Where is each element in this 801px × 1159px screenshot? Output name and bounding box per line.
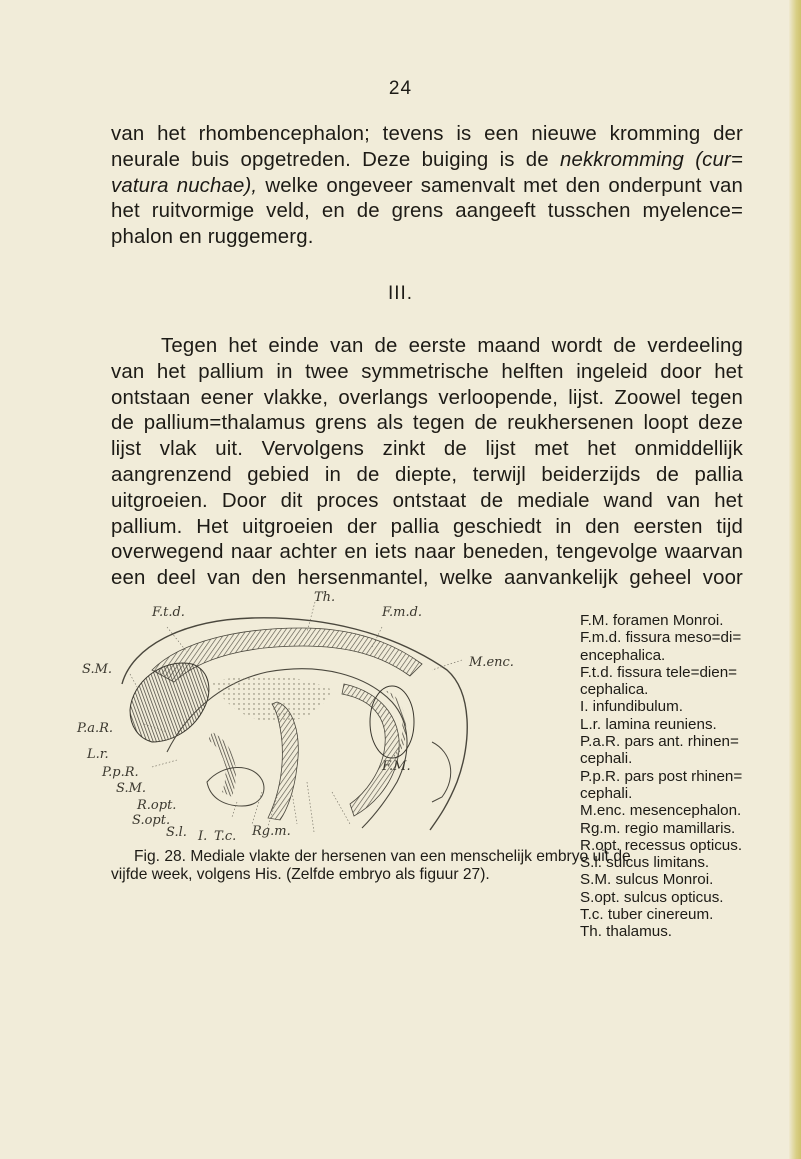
label-sopt: S.opt. (132, 813, 171, 828)
legend-line: I. infundibulum. (580, 698, 683, 716)
legend-line: P.p.R. pars post rhinen= (580, 767, 743, 785)
text-line: ontstaan eener vlakke, overlangs verloopende, lijst. Zoowel tegen (111, 386, 743, 409)
label-lr: L.r. (87, 747, 109, 762)
lower-hatch (208, 732, 236, 797)
text-line (111, 174, 743, 200)
label-fm: F.M. (382, 759, 411, 774)
text-line (111, 148, 743, 174)
label-ppr: P.p.R. (102, 765, 139, 780)
legend-line: cephali. (580, 784, 633, 802)
legend-line: F.m.d. fissura meso=di= (580, 629, 742, 647)
text-line: het ruitvormige veld, en de grens aangeeft tusschen myelence= (111, 200, 743, 223)
page-number: 24 (388, 78, 413, 99)
legend-line: cephalica. (580, 681, 649, 699)
legend-line: M.enc. mesencephalon. (580, 802, 742, 820)
text-span: neurale buis opgetreden. Deze buiging is de (111, 148, 549, 171)
caption-line: vijfde week, volgens His. (Zelfde embryo als figuur 27). (111, 865, 490, 883)
brain-midline-illustration (77, 590, 552, 844)
label-rgm: Rg.m. (252, 824, 291, 839)
text-line: lijst vlak uit. Vervolgens zinkt de lijst met het onmiddellijk (111, 438, 743, 461)
emphasis-term: vatura nuchae), (111, 174, 258, 197)
legend-line: S.M. sulcus Monroi. (580, 871, 714, 889)
label-i: I. (198, 829, 208, 844)
legend-line: S.l. sulcus limitans. (580, 854, 710, 872)
label-sm: S.M. (116, 781, 147, 796)
paragraph-1 (111, 122, 743, 251)
legend-line: T.c. tuber cinereum. (580, 906, 714, 924)
text-line: aangrenzend gebied in de diepte, terwijl beiderzijds de pallia (111, 463, 743, 486)
label-par: P.a.R. (77, 721, 114, 736)
paragraph-2 (111, 334, 743, 592)
label-tc: T.c. (214, 829, 237, 844)
label-fmd: F.m.d. (382, 605, 423, 620)
posterior-crescent (342, 684, 399, 816)
section-heading: III. (387, 283, 414, 304)
page-edge (789, 0, 801, 1159)
text-line: overwegend naar achter en iets naar beneden, tengevolge waarvan (111, 541, 743, 564)
legend-line: F.t.d. fissura tele=dien= (580, 663, 738, 681)
text-span: welke ongeveer samenvalt met den onderpunt van (265, 174, 743, 197)
text-line: van het rhombencephalon; tevens is een nieuwe kromming der (111, 123, 743, 145)
legend-line: Th. thalamus. (580, 923, 673, 941)
label-sl: S.l. (166, 825, 187, 840)
legend-line: P.a.R. pars ant. rhinen= (580, 733, 739, 751)
text-line: Tegen het einde van de eerste maand wordt de verdeeling (161, 335, 743, 357)
label-menc: M.enc. (469, 655, 514, 670)
text-line: de pallium=thalamus grens als tegen de reukhersenen loopt deze (111, 412, 743, 435)
caption-line: Fig. 28. Mediale vlakte der hersenen van een menschelijk embryo uit de (134, 848, 631, 865)
text-line: van het pallium in twee symmetrische helften ingeleid door het (111, 360, 743, 383)
text-line: uitgroeien. Door dit proces ontstaat de mediale wand van het (111, 489, 743, 512)
text-line: een deel van den hersenmantel, welke aanvankelijk geheel voor (111, 567, 743, 590)
legend-line: S.opt. sulcus opticus. (580, 888, 724, 906)
legend-line: R.opt. recessus opticus. (580, 836, 743, 854)
text-line: phalon en ruggemerg. (111, 226, 314, 249)
legend-line: encephalica. (580, 646, 666, 664)
emphasis-term: nekkromming (cur= (559, 148, 743, 171)
legend-line: cephali. (580, 750, 633, 768)
right-tail (432, 742, 451, 802)
dotted-region (212, 676, 332, 722)
label-sm-top: S.M. (82, 662, 113, 677)
anterior-dark-mass (130, 663, 209, 742)
legend-line: L.r. lamina reuniens. (580, 715, 717, 733)
legend-line: Rg.m. regio mamillaris. (580, 819, 736, 837)
label-th: Th. (314, 590, 336, 605)
figure-caption (111, 848, 751, 883)
figure-28-drawing (77, 590, 552, 844)
label-ftd: F.t.d. (152, 605, 185, 620)
legend-line: F.M. foramen Monroi. (580, 612, 724, 629)
figure-legend (580, 612, 780, 941)
text-line: pallium. Het uitgroeien der pallia geschiedt in den eersten tijd (111, 515, 743, 538)
label-ropt: R.opt. (137, 798, 177, 813)
